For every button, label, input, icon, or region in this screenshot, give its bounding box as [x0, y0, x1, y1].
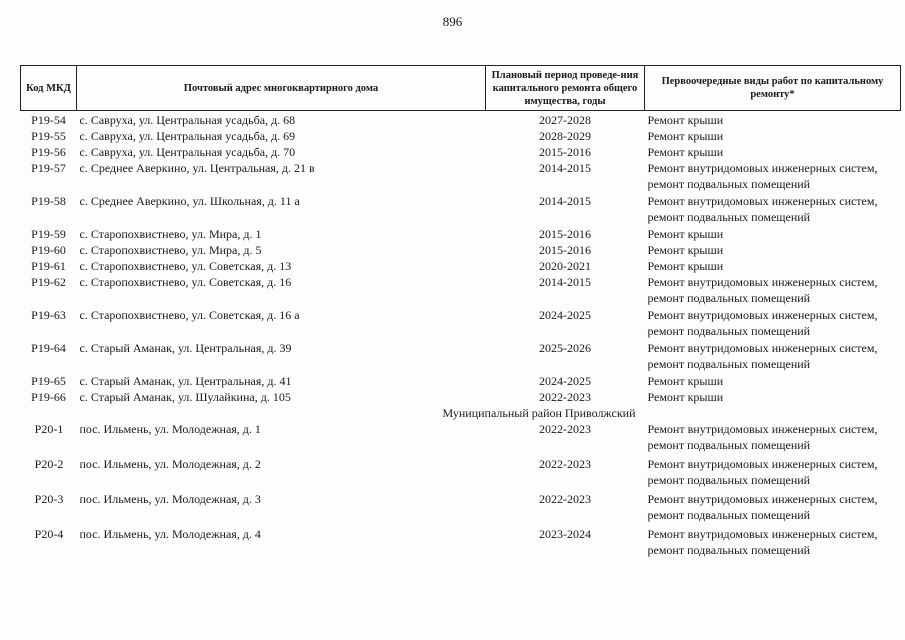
- repair-period: 2022-2023: [539, 457, 591, 471]
- repair-work-line-2: ремонт подвальных помещений: [647, 324, 811, 338]
- district-heading: Муниципальный район Приволжский: [442, 406, 636, 420]
- mkd-code: Р19-65: [31, 374, 66, 388]
- postal-address: с. Старый Аманак, ул. Центральная, д. 39: [79, 341, 292, 355]
- repair-period: 2022-2023: [539, 422, 591, 436]
- repair-work-line-1: Ремонт внутридомовых инженерных систем,: [647, 275, 878, 289]
- table-row: [21, 373, 901, 389]
- repair-works: [645, 389, 901, 405]
- mkd-code: Р19-57: [31, 161, 66, 175]
- repair-works: [645, 274, 901, 307]
- repair-works: [645, 456, 901, 491]
- repair-work-line-2: ремонт подвальных помещений: [647, 508, 811, 522]
- repair-works: [645, 193, 901, 226]
- postal-address: с. Старый Аманак, ул. Центральная, д. 41: [79, 374, 292, 388]
- mkd-code: Р20-2: [34, 457, 64, 471]
- repair-work-line-2: ремонт подвальных помещений: [647, 473, 811, 487]
- repair-period: 2015-2016: [539, 227, 591, 241]
- repair-work-line-2: ремонт подвальных помещений: [647, 210, 811, 224]
- postal-address: с. Среднее Аверкино, ул. Школьная, д. 11 а: [79, 194, 300, 208]
- header-address: Почтовый адрес многоквартирного дома: [77, 66, 486, 111]
- page-number: 896: [442, 14, 463, 29]
- table-row: [21, 193, 901, 226]
- table-row: [21, 456, 901, 491]
- repair-work-line-1: Ремонт крыши: [647, 145, 724, 159]
- repair-works: [645, 526, 901, 561]
- repair-work-line-1: Ремонт крыши: [647, 243, 724, 257]
- repair-work-line-1: Ремонт крыши: [647, 129, 724, 143]
- repair-work-line-1: Ремонт внутридомовых инженерных систем,: [647, 194, 878, 208]
- repair-work-line-1: Ремонт внутридомовых инженерных систем,: [647, 341, 878, 355]
- postal-address: с. Савруха, ул. Центральная усадьба, д. 70: [79, 145, 296, 159]
- mkd-code: Р19-54: [31, 113, 66, 127]
- repair-work-line-1: Ремонт крыши: [647, 374, 724, 388]
- mkd-code: Р19-66: [31, 390, 66, 404]
- repair-period: 2028-2029: [539, 129, 591, 143]
- repair-works: [645, 144, 901, 160]
- repair-period: 2024-2025: [539, 374, 591, 388]
- repair-work-line-1: Ремонт крыши: [647, 259, 724, 273]
- table-row: [21, 258, 901, 274]
- repair-work-line-1: Ремонт внутридомовых инженерных систем,: [647, 527, 878, 541]
- header-works: Первоочередные виды работ по капитальному ремонту*: [645, 66, 901, 111]
- repair-works: [645, 128, 901, 144]
- repair-works: [645, 421, 901, 456]
- table-row: [21, 144, 901, 160]
- repair-work-line-1: Ремонт внутридомовых инженерных систем,: [647, 308, 878, 322]
- repair-period: 2027-2028: [539, 113, 591, 127]
- repair-works: [645, 340, 901, 373]
- district-heading-row: [21, 405, 901, 421]
- repair-work-line-2: ремонт подвальных помещений: [647, 177, 811, 191]
- table-row: [21, 274, 901, 307]
- repair-period: 2014-2015: [539, 194, 591, 208]
- table-body: [21, 111, 901, 562]
- repair-works: [645, 226, 901, 242]
- postal-address: с. Старый Аманак, ул. Шулайкина, д. 105: [79, 390, 291, 404]
- repair-period: 2022-2023: [539, 492, 591, 506]
- mkd-code: Р19-61: [31, 259, 66, 273]
- repair-works: [645, 307, 901, 340]
- repair-work-line-2: ремонт подвальных помещений: [647, 291, 811, 305]
- repair-period: 2024-2025: [539, 308, 591, 322]
- postal-address: пос. Ильмень, ул. Молодежная, д. 2: [79, 457, 261, 471]
- repair-period: 2015-2016: [539, 243, 591, 257]
- repair-work-line-2: ремонт подвальных помещений: [647, 357, 811, 371]
- mkd-code: Р19-59: [31, 227, 66, 241]
- table-row: [21, 307, 901, 340]
- postal-address: с. Савруха, ул. Центральная усадьба, д. 69: [79, 129, 296, 143]
- repair-work-line-1: Ремонт крыши: [647, 113, 724, 127]
- repair-works: [645, 491, 901, 526]
- repair-period: 2022-2023: [539, 390, 591, 404]
- repair-period: 2023-2024: [539, 527, 591, 541]
- table-row: [21, 128, 901, 144]
- table-row: [21, 389, 901, 405]
- repair-work-line-1: Ремонт крыши: [647, 390, 724, 404]
- repair-period: 2025-2026: [539, 341, 591, 355]
- postal-address: с. Старопохвистнево, ул. Советская, д. 16: [79, 275, 292, 289]
- mkd-code: Р19-62: [31, 275, 66, 289]
- repair-works: [645, 373, 901, 389]
- repair-period: 2014-2015: [539, 275, 591, 289]
- postal-address: с. Савруха, ул. Центральная усадьба, д. 68: [79, 113, 296, 127]
- repair-work-line-1: Ремонт внутридомовых инженерных систем,: [647, 422, 878, 436]
- postal-address: с. Старопохвистнево, ул. Мира, д. 5: [79, 243, 262, 257]
- repair-period: 2014-2015: [539, 161, 591, 175]
- repair-work-line-1: Ремонт внутридомовых инженерных систем,: [647, 492, 878, 506]
- table-row: [21, 242, 901, 258]
- repair-work-line-2: ремонт подвальных помещений: [647, 543, 811, 557]
- mkd-code: Р19-58: [31, 194, 66, 208]
- header-period: Плановый период проведе-ния капитального ремонта общего имущества, годы: [486, 66, 645, 111]
- repair-work-line-1: Ремонт внутридомовых инженерных систем,: [647, 457, 878, 471]
- repair-period: 2020-2021: [539, 259, 591, 273]
- mkd-code: Р19-63: [31, 308, 66, 322]
- table-row: [21, 226, 901, 242]
- table-row: [21, 111, 901, 129]
- mkd-code: Р20-3: [34, 492, 64, 506]
- mkd-code: Р20-4: [34, 527, 64, 541]
- repair-works: [645, 258, 901, 274]
- repair-period: 2015-2016: [539, 145, 591, 159]
- repair-work-line-1: Ремонт крыши: [647, 227, 724, 241]
- repair-works: [645, 160, 901, 193]
- table-row: [21, 491, 901, 526]
- capital-repair-table: [20, 65, 901, 561]
- repair-works: [645, 242, 901, 258]
- header-code: Код МКД: [21, 66, 77, 111]
- table-row: [21, 340, 901, 373]
- postal-address: с. Среднее Аверкино, ул. Центральная, д. 21 в: [79, 161, 315, 175]
- mkd-code: Р19-60: [31, 243, 66, 257]
- postal-address: с. Старопохвистнево, ул. Советская, д. 16 а: [79, 308, 300, 322]
- repair-work-line-1: Ремонт внутридомовых инженерных систем,: [647, 161, 878, 175]
- mkd-code: Р20-1: [34, 422, 64, 436]
- repair-works: [645, 111, 901, 129]
- postal-address: с. Старопохвистнево, ул. Советская, д. 13: [79, 259, 292, 273]
- postal-address: пос. Ильмень, ул. Молодежная, д. 3: [79, 492, 261, 506]
- repair-work-line-2: ремонт подвальных помещений: [647, 438, 811, 452]
- mkd-code: Р19-64: [31, 341, 66, 355]
- postal-address: пос. Ильмень, ул. Молодежная, д. 1: [79, 422, 261, 436]
- postal-address: пос. Ильмень, ул. Молодежная, д. 4: [79, 527, 261, 541]
- table-header-row: [21, 66, 901, 111]
- table-row: [21, 160, 901, 193]
- table-row: [21, 421, 901, 456]
- mkd-code: Р19-56: [31, 145, 66, 159]
- table-row: [21, 526, 901, 561]
- postal-address: с. Старопохвистнево, ул. Мира, д. 1: [79, 227, 262, 241]
- mkd-code: Р19-55: [31, 129, 66, 143]
